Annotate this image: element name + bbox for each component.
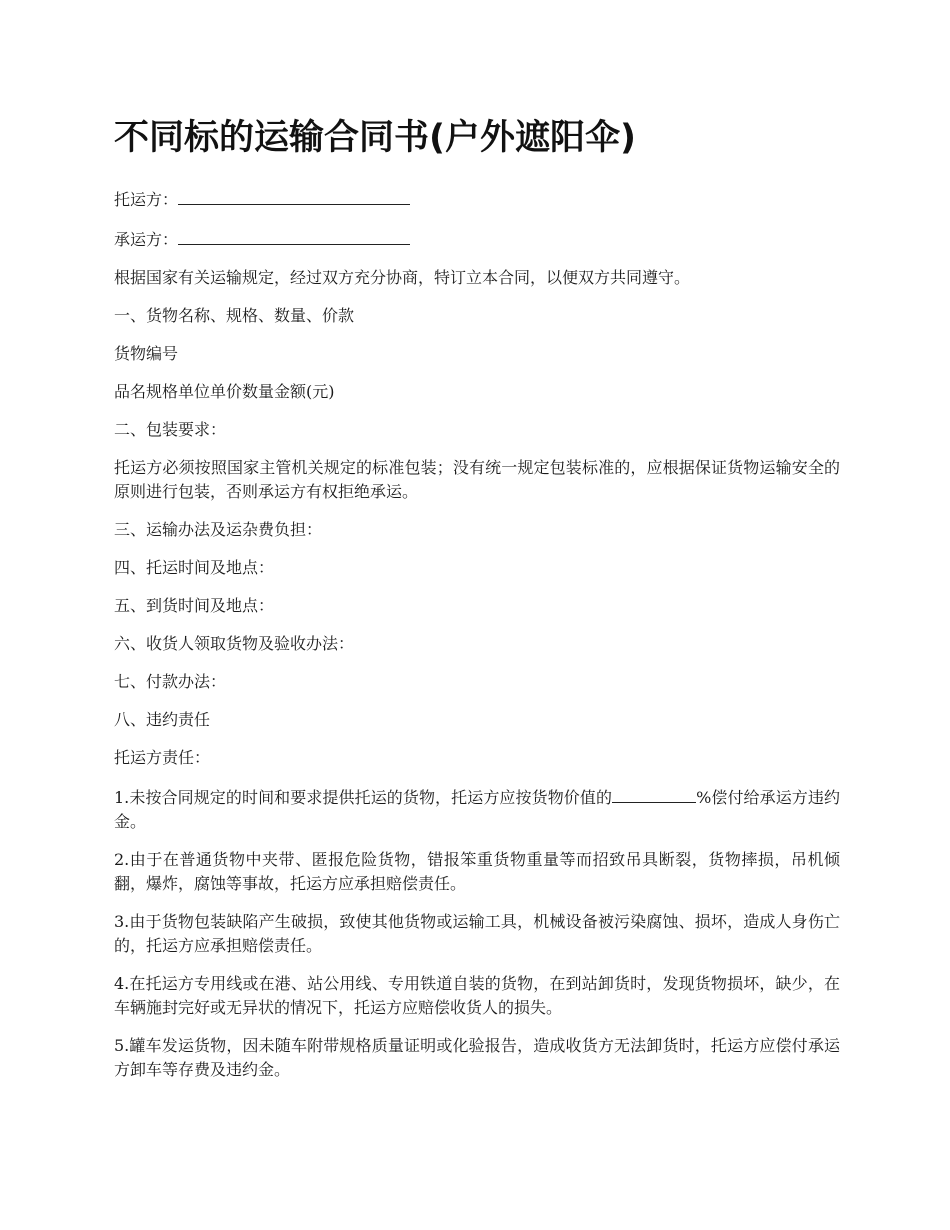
clause-1	[114, 784, 840, 834]
shipper-responsibility-heading: 托运方责任：	[114, 748, 211, 767]
section-2-heading: 二、包装要求：	[114, 420, 227, 439]
clause-1-text-a: 1.未按合同规定的时间和要求提供托运的货物，托运方应按货物价值的	[114, 788, 613, 807]
section-1-heading: 一、货物名称、规格、数量、价款	[114, 306, 355, 325]
clause-1-text-b: %偿付给承运方违约金。	[114, 788, 840, 831]
shipper-line	[114, 186, 840, 212]
intro-paragraph: 根据国家有关运输规定，经过双方充分协商，特订立本合同，以便双方共同遵守。	[114, 268, 691, 287]
section-7-heading: 七、付款办法：	[114, 672, 227, 691]
goods-number-label: 货物编号	[114, 344, 179, 363]
shipper-blank[interactable]	[178, 186, 410, 205]
section-2-body: 托运方必须按照国家主管机关规定的标准包装；没有统一规定包装标准的，应根据保证货物运输安全的原则进行包装，否则承运方有权拒绝承运。	[114, 458, 840, 501]
document-title: 不同标的运输合同书(户外遮阳伞)	[114, 118, 636, 158]
section-3-heading: 三、运输办法及运杂费负担：	[114, 520, 323, 539]
section-4-heading: 四、托运时间及地点：	[114, 558, 275, 577]
shipper-label: 托运方：	[114, 190, 179, 209]
goods-columns-label: 品名规格单位单价数量金额(元)	[114, 382, 335, 401]
carrier-blank[interactable]	[178, 226, 410, 245]
section-6-heading: 六、收货人领取货物及验收办法：	[114, 634, 355, 653]
clause-4: 4.在托运方专用线或在港、站公用线、专用铁道自装的货物，在到站卸货时，发现货物损坏，缺少，在车辆施封完好或无异状的情况下，托运方应赔偿收货人的损失。	[114, 974, 840, 1017]
section-5-heading: 五、到货时间及地点：	[114, 596, 275, 615]
clause-5: 5.罐车发运货物，因未随车附带规格质量证明或化验报告，造成收货方无法卸货时，托运方应偿付承运方卸车等存费及违约金。	[114, 1036, 840, 1079]
clause-3: 3.由于货物包装缺陷产生破损，致使其他货物或运输工具，机械设备被污染腐蚀、损坏，造成人身伤亡的，托运方应承担赔偿责任。	[114, 912, 840, 955]
clause-2: 2.由于在普通货物中夹带、匿报危险货物，错报笨重货物重量等而招致吊具断裂，货物摔损，吊机倾翻，爆炸，腐蚀等事故，托运方应承担赔偿责任。	[114, 850, 840, 893]
section-8-heading: 八、违约责任	[114, 710, 211, 729]
document-page	[114, 112, 840, 1096]
penalty-percent-blank[interactable]	[612, 784, 696, 803]
carrier-label: 承运方：	[114, 230, 179, 249]
carrier-line	[114, 226, 840, 252]
